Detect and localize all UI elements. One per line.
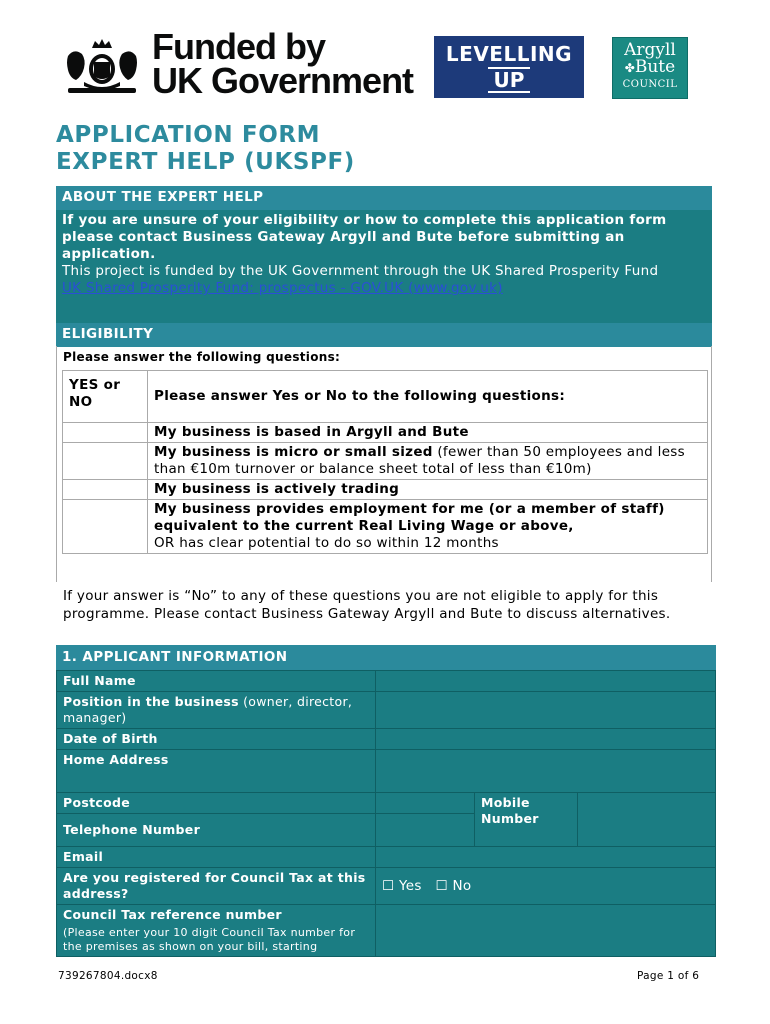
applicant-section: [56, 645, 716, 957]
council-tax-question-label: Are you registered for Council Tax at this address?: [57, 868, 376, 905]
table-row: [57, 671, 716, 692]
postcode-label: Postcode: [57, 793, 376, 814]
table-row: [57, 905, 716, 957]
table-row: [57, 692, 716, 729]
royal-crest-icon: [62, 36, 142, 98]
position-field[interactable]: [376, 692, 716, 729]
levelling-up-logo: LEVELLING UP: [434, 36, 584, 98]
eligibility-prompt: Please answer the following questions:: [63, 350, 341, 364]
table-row: [57, 729, 716, 750]
dob-label: Date of Birth: [57, 729, 376, 750]
full-name-label: Full Name: [57, 671, 376, 692]
about-heading-bar: ABOUT THE EXPERT HELP: [56, 186, 712, 210]
question-2: My business is micro or small sized (fewer than 50 employees and less than €10m turnover or balance sheet total of less than €10m): [148, 443, 708, 480]
table-row: [63, 443, 708, 480]
telephone-label: Telephone Number: [57, 814, 376, 847]
answer-cell-3[interactable]: [63, 480, 148, 500]
no-checkbox[interactable]: ☐ No: [435, 878, 472, 894]
table-row: [57, 847, 716, 868]
questions-header: Please answer Yes or No to the following questions:: [148, 371, 708, 423]
table-row: [63, 480, 708, 500]
council-tax-ref-label: Council Tax reference number (Please enter your 10 digit Council Tax number for the premises as shown on your bill, starting: [57, 905, 376, 957]
applicant-table: [56, 670, 716, 957]
postcode-field[interactable]: [376, 793, 475, 814]
answer-cell-4[interactable]: [63, 500, 148, 554]
about-text: This project is funded by the UK Government through the UK Shared Prosperity Fund: [62, 263, 659, 279]
question-4: My business provides employment for me (or a member of staff) equivalent to the current Real Living Wage or above, OR has clear potential to do so within 12 months: [148, 500, 708, 554]
about-section: [56, 210, 712, 323]
answer-cell-1[interactable]: [63, 423, 148, 443]
question-3: My business is actively trading: [148, 480, 708, 500]
table-row: [63, 423, 708, 443]
table-row: [57, 868, 716, 905]
applicant-heading-bar: 1. APPLICANT INFORMATION: [56, 645, 716, 670]
funded-by-uk-government-logo: Funded by UK Government: [152, 26, 414, 101]
eligibility-note: If your answer is “No” to any of these questions you are not eligible to apply for this programme. Please contact Business Gateway Argyll and Bute to discuss alternatives.: [63, 588, 671, 622]
eligibility-heading-bar: ELIGIBILITY: [56, 323, 712, 347]
table-row: [63, 500, 708, 554]
eligibility-table: [62, 370, 708, 554]
question-1: My business is based in Argyll and Bute: [148, 423, 708, 443]
email-field[interactable]: [376, 847, 716, 868]
home-address-field[interactable]: [376, 750, 716, 793]
answer-cell-2[interactable]: [63, 443, 148, 480]
ukspf-prospectus-link[interactable]: UK Shared Prosperity Fund: prospectus - GOV.UK (www.gov.uk): [62, 280, 503, 296]
email-label: Email: [57, 847, 376, 868]
mobile-label: Mobile Number: [475, 793, 578, 847]
position-label: Position in the business (owner, director, manager): [57, 692, 376, 729]
table-row: [57, 750, 716, 793]
argyll-bute-council-logo: Argyll ✤Bute COUNCIL: [612, 37, 688, 99]
mobile-field[interactable]: [578, 793, 716, 847]
council-tax-ref-field[interactable]: [376, 905, 716, 957]
page-number: Page 1 of 6: [637, 970, 700, 982]
document-id: 739267804.docx8: [58, 970, 158, 982]
yes-no-header: YES or NO: [63, 371, 148, 423]
telephone-field[interactable]: [376, 814, 475, 847]
home-address-label: Home Address: [57, 750, 376, 793]
council-tax-options: [376, 868, 716, 905]
table-row: [63, 371, 708, 423]
full-name-field[interactable]: [376, 671, 716, 692]
page-title: APPLICATION FORM EXPERT HELP (UKSPF): [56, 122, 355, 175]
dob-field[interactable]: [376, 729, 716, 750]
table-row: [57, 793, 716, 814]
yes-checkbox[interactable]: ☐ Yes: [382, 878, 422, 894]
about-bold-text: If you are unsure of your eligibility or how to complete this application form please contact Business Gateway Argyll and Bute before submitting an application.: [62, 212, 667, 262]
